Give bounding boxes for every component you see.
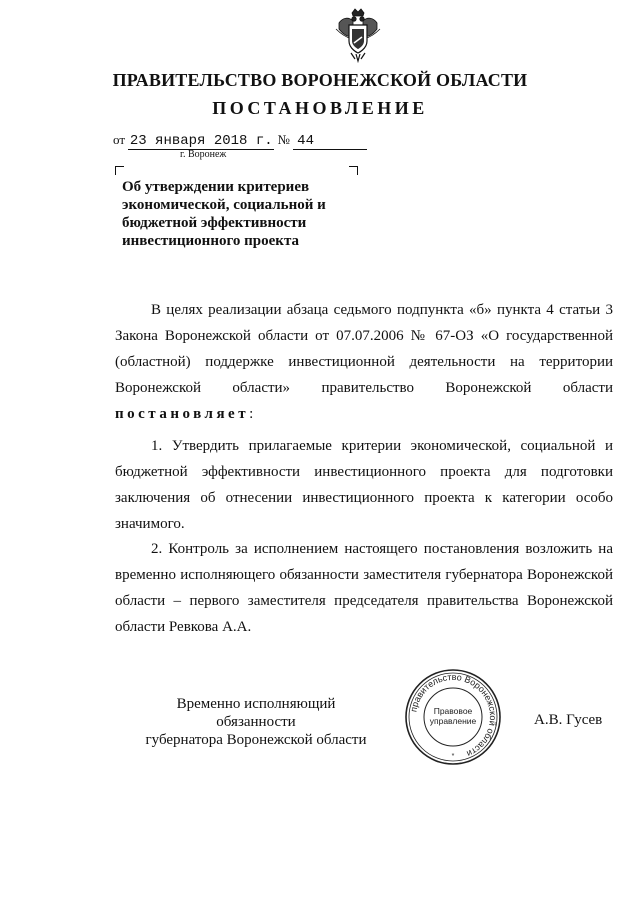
- preamble-paragraph: [115, 297, 613, 427]
- signatory-position-line2: губернатора Воронежской области: [145, 732, 367, 748]
- from-label: от: [113, 132, 126, 147]
- document-date-row: [113, 132, 367, 150]
- stamp-star-icon: *: [451, 753, 455, 760]
- signatory-name: А.В. Гусев: [534, 712, 603, 728]
- government-title: ПРАВИТЕЛЬСТВО ВОРОНЕЖСКОЙ ОБЛАСТИ: [112, 70, 528, 90]
- stamp-ring-text: правительство Воронежской области: [408, 671, 499, 759]
- decree-item-2: [115, 536, 613, 640]
- decree-colon: :: [249, 406, 254, 422]
- stamp-center-line1: Правовое: [433, 706, 473, 716]
- signatory-position: [136, 695, 376, 749]
- official-stamp: [403, 667, 503, 767]
- preamble-text: В целях реализации абзаца седьмого подпункта «б» пункта 4 статьи 3 Закона Воронежской области от 07.07.2006 № 67-ОЗ «О государственной (областной) поддержке инвестиционной деятельности на территории Воронежской области» правительство Воронежской области: [115, 302, 613, 396]
- document-subject: Об утверждении критериев экономической, социальной и бюджетной эффективности инвестиционного проекта: [122, 179, 326, 249]
- decree-item-2-text: 2. Контроль за исполнением настоящего постановления возложить на временно исполняющего обязанности заместителя губернатора Воронежской области – первого заместителя председателя правительства Воронежской области Ревкова А.А.: [115, 541, 613, 635]
- decree-item-1: [115, 433, 613, 537]
- subject-corner-right: [349, 166, 358, 175]
- decree-item-1-text: 1. Утвердить прилагаемые критерии экономической, социальной и бюджетной эффективности инвестиционного проекта для подготовки заключения об отнесении инвестиционного проекта к категории особо значимого.: [115, 438, 613, 532]
- document-type: ПОСТАНОВЛЕНИЕ: [212, 98, 428, 118]
- decree-word: постановляет: [115, 406, 250, 422]
- coat-of-arms-emblem: [333, 7, 383, 63]
- document-number: 44: [293, 134, 367, 150]
- signatory-position-line1: Временно исполняющий обязанности: [176, 696, 336, 730]
- document-city: г. Воронеж: [180, 149, 227, 160]
- number-label: №: [277, 132, 290, 147]
- document-date: 23 января 2018 г.: [129, 133, 273, 149]
- subject-corner-left: [115, 166, 124, 175]
- stamp-center-line2: управление: [429, 716, 477, 726]
